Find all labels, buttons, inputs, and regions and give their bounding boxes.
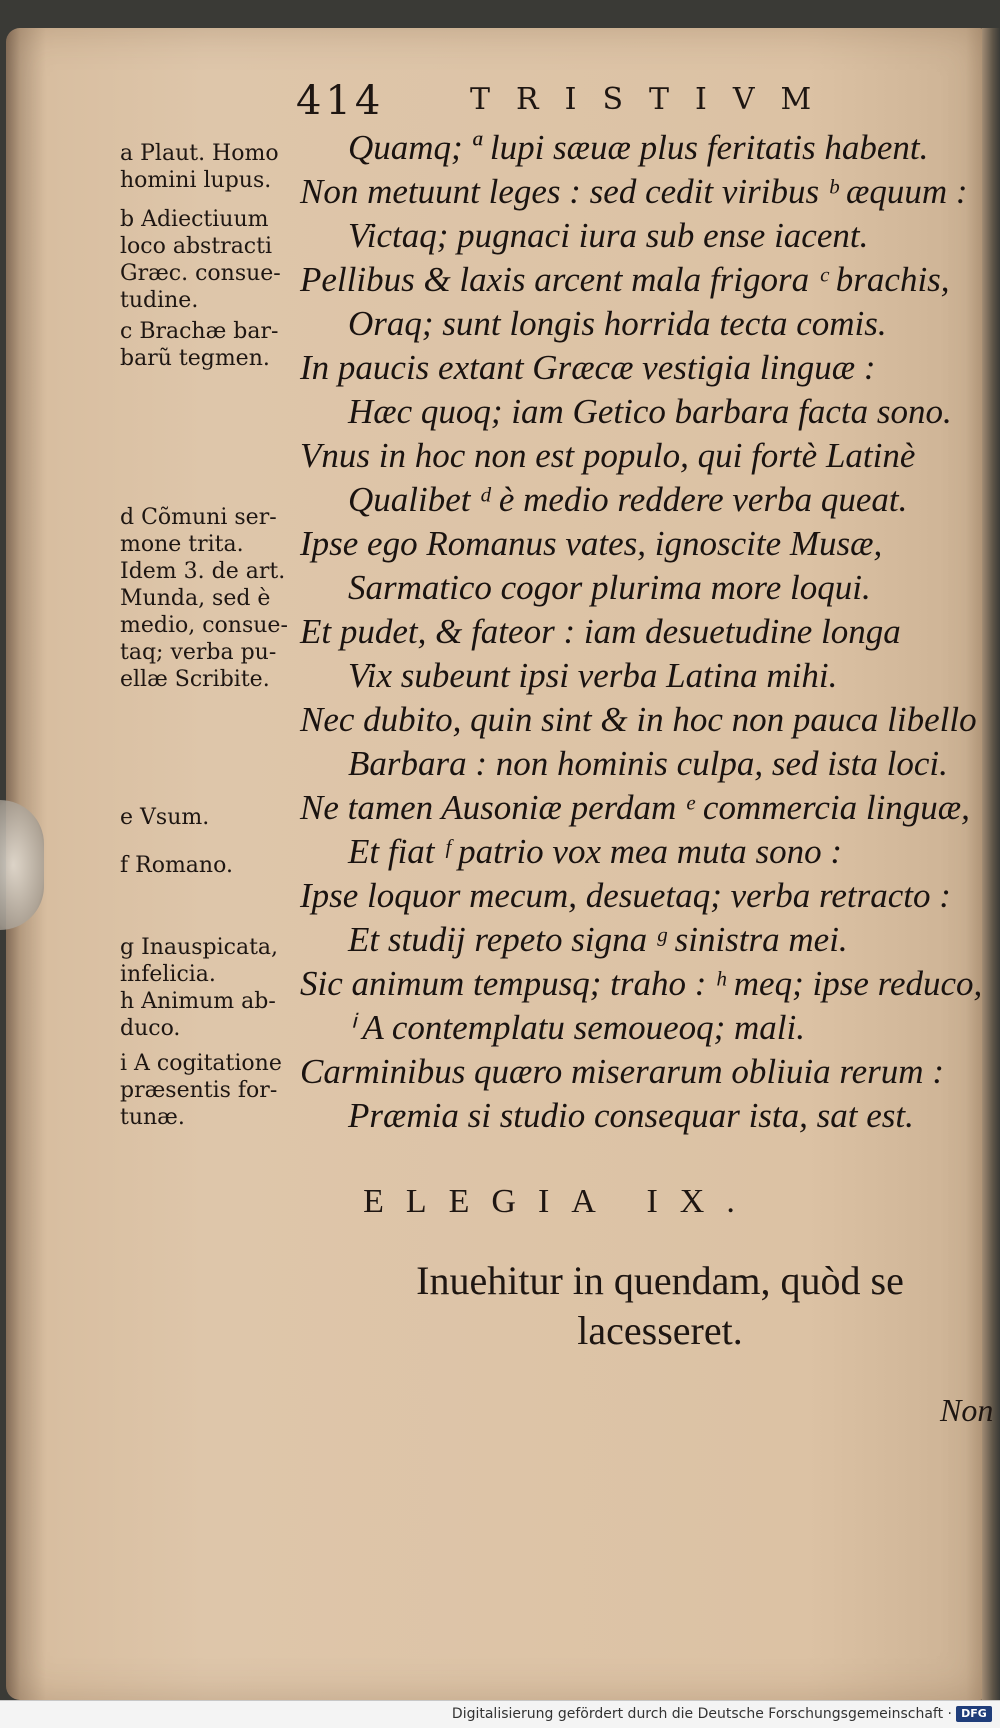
verse-line: Non metuunt leges : sed cedit viribus ᵇ æquum : — [300, 172, 968, 211]
note-g: g Inauspicata, infelicia. — [120, 935, 279, 987]
note-e: e Vsum. — [120, 805, 210, 830]
verse-line: Oraq; sunt longis horrida tecta comis. — [348, 304, 887, 343]
verse-line: Carminibus quæro miserarum obliuia rerum : — [300, 1052, 944, 1091]
verse-line: Ne tamen Ausoniæ perdam ᵉ commercia linguæ, — [300, 788, 970, 827]
verse-line: Ipse ego Romanus vates, ignoscite Musæ, — [300, 524, 883, 563]
note-b: b Adiectiuum loco abstracti Græc. consue- tudine. — [120, 207, 281, 313]
verse-line: Et studij repeto signa ᵍ sinistra mei. — [348, 920, 848, 959]
dfg-logo-icon: DFG — [956, 1706, 992, 1722]
note-d: d Cõmuni ser- mone trita. Idem 3. de art. Munda, sed è medio, consue- taq; verba pu- ellæ Scribite. — [120, 505, 288, 692]
verse-line: Pellibus & laxis arcent mala frigora ᶜ brachis, — [300, 260, 950, 299]
footer-credit: Digitalisierung gefördert durch die Deutsche Forschungsgemeinschaft · — [451, 1706, 952, 1722]
running-title: TRISTIVM — [470, 82, 838, 117]
page-number: 414 — [296, 78, 385, 124]
note-h: h Animum ab- duco. — [120, 989, 276, 1041]
verse-line: Et pudet, & fateor : iam desuetudine longa — [300, 612, 901, 651]
verse-line: Nec dubito, quin sint & in hoc non pauca libello — [300, 700, 977, 739]
verse-line: ⁱ A contemplatu semoueoq; mali. — [348, 1008, 805, 1047]
verse-line: Vnus in hoc non est populo, qui fortè Latinè — [300, 436, 916, 475]
elegia-argument: Inuehitur in quendam, quòd se lacesseret. — [416, 1258, 904, 1353]
catchword: Non — [940, 1392, 994, 1428]
verse-line: Sic animum tempusq; traho : ʰ meq; ipse reduco, — [300, 964, 983, 1003]
note-a: a Plaut. Homo homini lupus. — [120, 141, 279, 193]
note-f: f Romano. — [120, 853, 233, 878]
verse-line: Qualibet ᵈ è medio reddere verba queat. — [348, 480, 908, 519]
verse-line: Quamq; ª lupi sæuæ plus feritatis habent. — [348, 128, 929, 167]
page-edge — [982, 28, 1000, 1700]
verse-line: Præmia si studio consequar ista, sat est. — [348, 1096, 914, 1135]
verse-line: Barbara : non hominis culpa, sed ista loci. — [348, 744, 948, 783]
verse-line: Hæc quoq; iam Getico barbara facta sono. — [348, 392, 952, 431]
note-c: c Brachæ bar- barũ tegmen. — [120, 319, 279, 371]
verse-line: Sarmatico cogor plurima more loqui. — [348, 568, 871, 607]
verse-line: Et fiat ᶠ patrio vox mea muta sono : — [348, 832, 843, 871]
verse-line: Victaq; pugnaci iura sub ense iacent. — [348, 216, 869, 255]
verse-line: In paucis extant Græcæ vestigia linguæ : — [300, 348, 876, 387]
verse-line: Ipse loquor mecum, desuetaq; verba retracto : — [300, 876, 951, 915]
page-header — [0, 78, 1000, 128]
footer-bar — [0, 1700, 1000, 1728]
elegia-heading: ELEGIA IX. — [363, 1183, 757, 1220]
note-i: i A cogitatione præsentis for- tunæ. — [120, 1051, 282, 1130]
verse-line: Vix subeunt ipsi verba Latina mihi. — [348, 656, 838, 695]
